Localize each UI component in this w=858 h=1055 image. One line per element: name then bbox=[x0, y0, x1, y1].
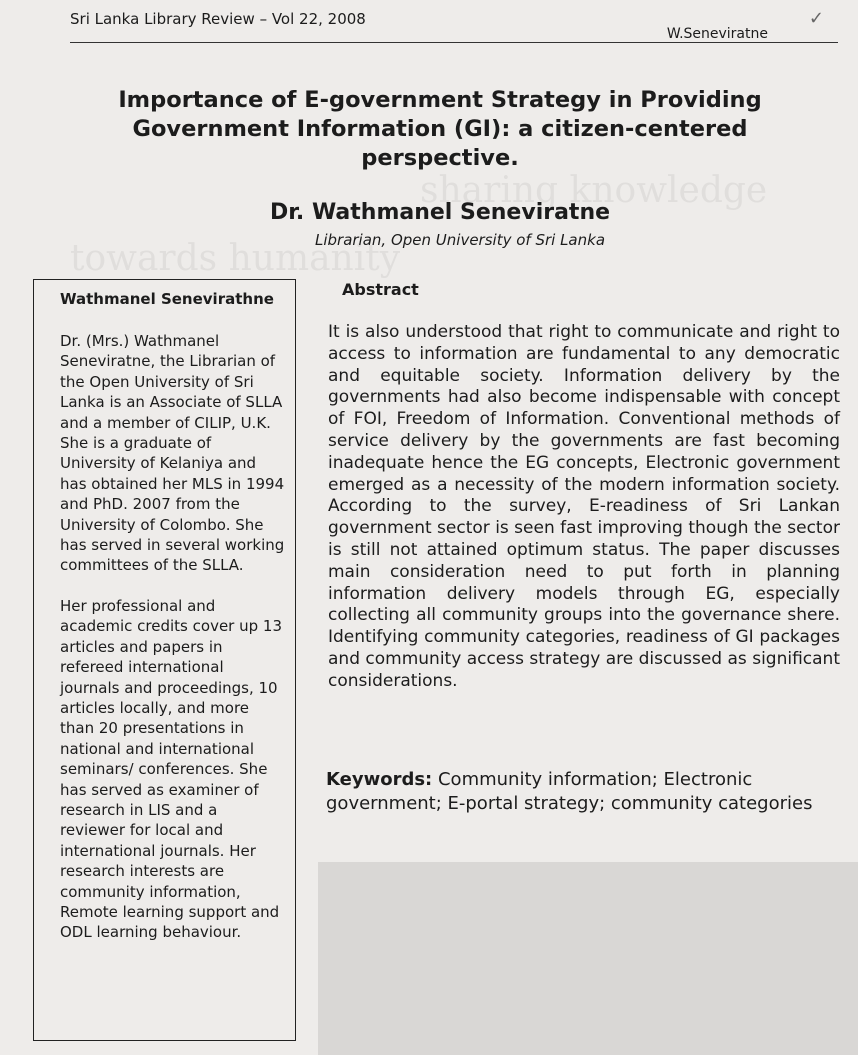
show-through-text: sharing knowledge bbox=[420, 170, 768, 211]
author-name: Dr. Wathmanel Seneviratne bbox=[269, 200, 611, 225]
bio-paragraph: Her professional and academic credits cover up 13 articles and papers in refereed international journals and proceedings, 10 articles locally, and more than 20 presentations in national and international seminars/ conferences. She has served as examiner of research in LIS and a reviewer for local and international journals. Her research interests are community information, Remote learning support and ODL learning behaviour. bbox=[60, 596, 282, 942]
show-through-text: towards humanity bbox=[70, 238, 401, 279]
keywords bbox=[326, 768, 846, 816]
faded-section-panel bbox=[318, 862, 858, 1055]
abstract-heading: Abstract bbox=[342, 280, 419, 299]
bio-name: Wathmanel Senevirathne bbox=[60, 290, 274, 308]
journal-citation: Sri Lanka Library Review – Vol 22, 2008 bbox=[70, 10, 366, 28]
paper-title: Importance of E-government Strategy in Providing Government Information (GI): a citizen-centered perspective. bbox=[118, 87, 762, 171]
author-bio-box bbox=[33, 279, 296, 1041]
running-header bbox=[70, 8, 838, 43]
keywords-label: Keywords: bbox=[326, 769, 433, 790]
running-author: W.Seneviratne bbox=[666, 26, 768, 42]
pen-mark-icon: ✓ bbox=[808, 8, 824, 29]
author-affiliation: Librarian, Open University of Sri Lanka bbox=[314, 231, 606, 249]
abstract-text: It is also understood that right to communicate and right to access to information are fundamental to any democratic and equitable society. Information delivery by the governments had also become indispensable with concept of FOI, Freedom of Information. Conventional methods of service delivery by the governments are fast becoming inadequate hence the EG concepts, Electronic government emerged as a necessity of the modern information society. According to the survey, E-readiness of Sri Lankan government sector is seen fast improving though the sector is still not attained optimum status. The paper discusses main consideration need to put forth in planning information delivery models through EG, especially collecting all community groups into the governance shere. Identifying community categories, readiness of GI packages and community access strategy are discussed as significant considerations. bbox=[328, 322, 840, 691]
bio-paragraph: Dr. (Mrs.) Wathmanel Seneviratne, the Librarian of the Open University of Sri Lanka is an Associate of SLLA and a member of CILIP, U.K. She is a graduate of University of Kelaniya and has obtained her MLS in 1994 and PhD. 2007 from the University of Colombo. She has served in several working committees of the SLLA. bbox=[60, 332, 285, 575]
keywords-text: Community information; Electronic government; E-portal strategy; community categories bbox=[326, 769, 813, 814]
